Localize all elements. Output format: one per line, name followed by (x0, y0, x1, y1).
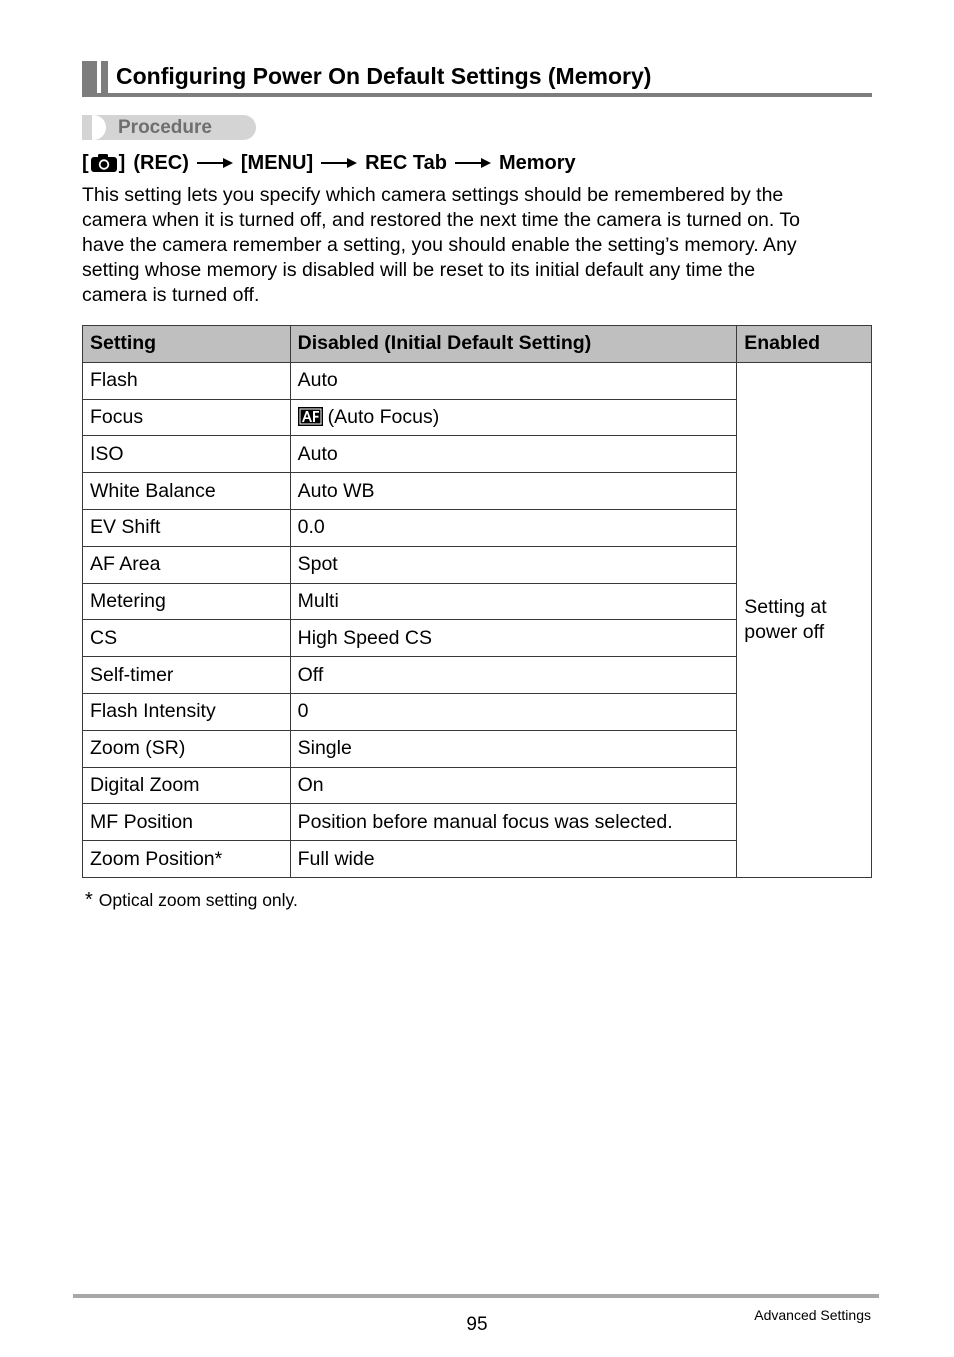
intro-line: camera when it is turned off, and restored the next time the camera is turned on. To (82, 209, 800, 231)
disabled-cell: 0.0 (290, 509, 737, 546)
arrow-right-icon (195, 157, 235, 169)
disabled-cell-text: (Auto Focus) (327, 405, 440, 428)
procedure-label: Procedure (118, 117, 212, 138)
setting-cell: Digital Zoom (83, 767, 291, 804)
settings-table (82, 325, 872, 878)
menu-path-tab: REC Tab (365, 151, 447, 174)
disabled-cell: On (290, 767, 737, 804)
menu-path (82, 149, 576, 177)
footer-section-name: Advanced Settings (754, 1307, 871, 1323)
setting-cell: Flash (83, 362, 291, 399)
intro-line: have the camera remember a setting, you should enable the setting’s memory. Any (82, 234, 797, 256)
menu-path-menu: [MENU] (240, 151, 314, 174)
camera-icon (90, 153, 118, 173)
menu-path-rec: (REC) (133, 151, 189, 174)
footnote-mark: * (85, 889, 93, 911)
disabled-cell: Spot (290, 546, 737, 583)
column-header-setting: Setting (83, 326, 291, 363)
setting-cell: EV Shift (83, 509, 291, 546)
column-header-disabled: Disabled (Initial Default Setting) (290, 326, 737, 363)
disabled-cell: Single (290, 730, 737, 767)
disabled-cell: Full wide (290, 841, 737, 878)
column-header-enabled: Enabled (737, 326, 872, 363)
disabled-cell: High Speed CS (290, 620, 737, 657)
arrow-right-icon (453, 157, 493, 169)
disabled-cell: Auto (290, 362, 737, 399)
page-number: 95 (466, 1314, 488, 1335)
footnote-text: Optical zoom setting only. (98, 890, 298, 910)
menu-path-close-bracket: ] (118, 151, 126, 174)
heading-bar-thin (101, 61, 108, 95)
disabled-cell: Off (290, 657, 737, 694)
disabled-cell: Auto WB (290, 473, 737, 510)
table-row (83, 362, 872, 399)
setting-cell: Self-timer (83, 657, 291, 694)
setting-cell: Focus (83, 399, 291, 436)
af-icon (298, 407, 323, 426)
disabled-cell: 0 (290, 693, 737, 730)
intro-line: setting whose memory is disabled will be reset to its initial default any time the (82, 259, 756, 281)
enabled-cell: Setting at power off (737, 362, 872, 877)
setting-cell: Flash Intensity (83, 693, 291, 730)
heading-underline (82, 93, 872, 97)
setting-cell: Zoom (SR) (83, 730, 291, 767)
footnote (85, 888, 298, 912)
heading-bar-thick (82, 61, 97, 95)
page-title: Configuring Power On Default Settings (Memory) (116, 63, 652, 89)
intro-line: camera is turned off. (82, 284, 260, 306)
disabled-cell: Auto (290, 436, 737, 473)
intro-paragraph (82, 183, 872, 308)
menu-path-open-bracket: [ (82, 151, 89, 174)
table-header-row (83, 326, 872, 363)
setting-cell: White Balance (83, 473, 291, 510)
setting-cell: CS (83, 620, 291, 657)
setting-cell: MF Position (83, 804, 291, 841)
intro-line: This setting lets you specify which camera settings should be remembered by the (82, 184, 784, 206)
procedure-pill-edge (82, 115, 92, 140)
footer-rule (73, 1294, 879, 1298)
disabled-cell: Multi (290, 583, 737, 620)
disabled-cell: Position before manual focus was selected. (290, 804, 737, 841)
setting-cell: Metering (83, 583, 291, 620)
setting-cell: AF Area (83, 546, 291, 583)
setting-cell: Zoom Position* (83, 841, 291, 878)
setting-cell: ISO (83, 436, 291, 473)
arrow-right-icon (319, 157, 359, 169)
disabled-cell (290, 399, 737, 436)
menu-path-item: Memory (498, 151, 576, 174)
